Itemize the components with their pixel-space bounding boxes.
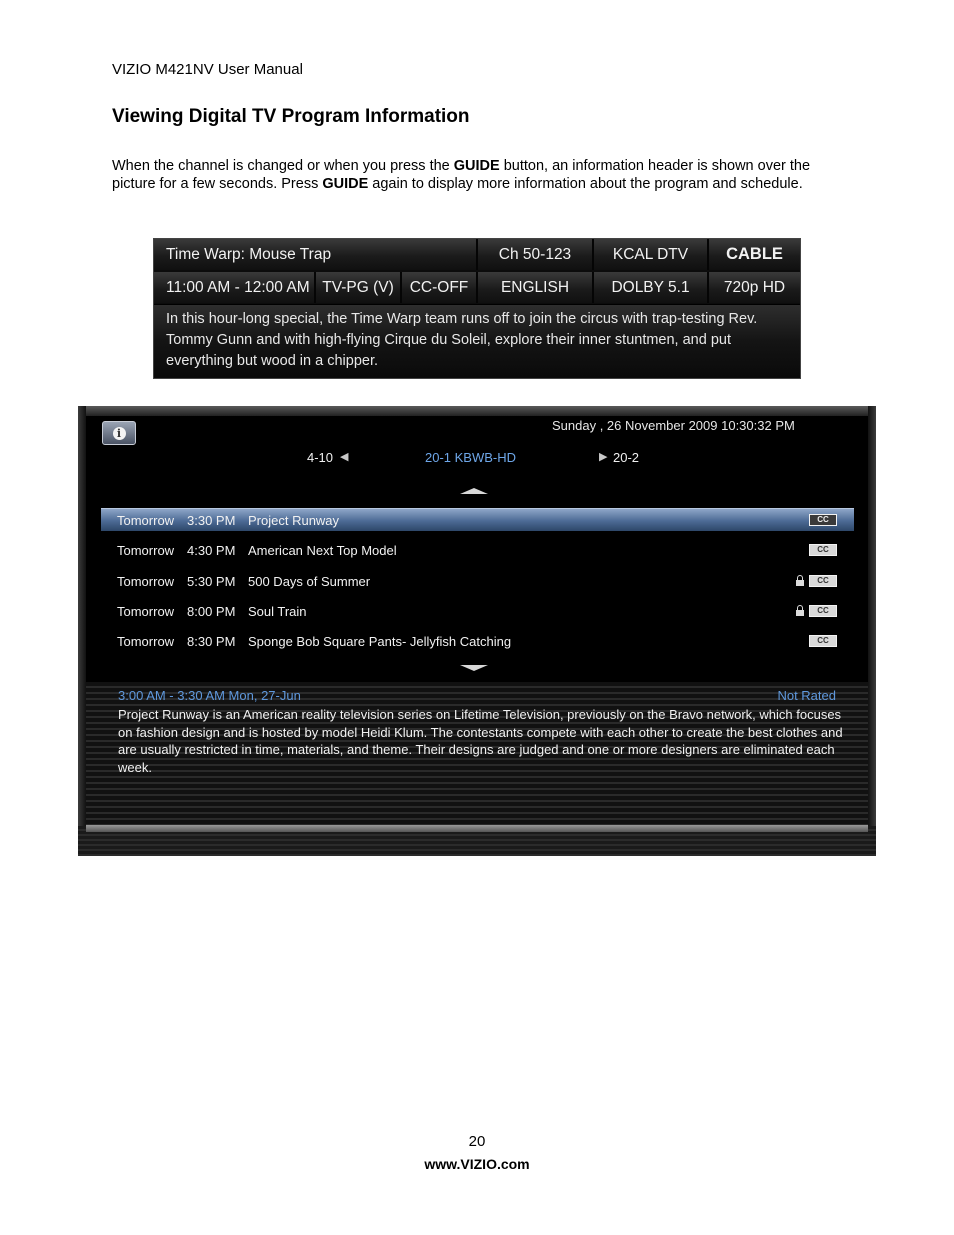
program-time: 3:30 PM [187,513,236,528]
manual-header: VIZIO M421NV User Manual [112,61,303,78]
lock-icon [796,575,804,586]
program-time: 5:30 PM [187,574,236,589]
channel-number: Ch 50-123 [478,239,594,270]
station-name: KCAL DTV [594,239,709,270]
cc-icon: CC [809,605,837,617]
lock-icon [796,605,804,616]
detail-time: 3:00 AM - 3:30 AM Mon, 27-Jun [118,688,301,703]
scroll-up-icon[interactable] [460,488,488,494]
input-source: CABLE [709,239,800,270]
program-title: American Next Top Model [248,543,397,558]
program-rating: TV-PG (V) [316,272,402,303]
program-row[interactable] [101,600,854,622]
website-url: www.VIZIO.com [424,1156,530,1172]
program-row[interactable] [101,508,854,531]
program-description: In this hour-long special, the Time Warp team runs off to join the circus with trap-testing Rev. Tommy Gunn and with high-flying Cirque du Soleil, explore their inner stuntmen, and put everything but wood in a chipper. [154,304,800,378]
caption-status: CC-OFF [402,272,478,303]
previous-channel[interactable]: 4-10 [307,450,334,465]
program-title: Sponge Bob Square Pants- Jellyfish Catching [248,634,512,649]
audio-format: DOLBY 5.1 [594,272,709,303]
program-title: Soul Train [248,604,307,619]
arrow-right-icon[interactable]: ▶ [599,451,608,463]
video-resolution: 720p HD [709,272,800,303]
cc-icon: CC [809,635,837,647]
program-title: 500 Days of Summer [248,574,371,589]
program-row[interactable] [101,630,854,652]
program-day: Tomorrow [117,543,175,558]
program-time: 8:30 PM [187,634,236,649]
scroll-down-icon[interactable] [460,665,488,671]
program-title: Time Warp: Mouse Trap [154,239,478,270]
cc-icon: CC [809,575,837,587]
current-channel: 20-1 KBWB-HD [425,450,517,465]
program-title: Project Runway [248,513,340,528]
program-row[interactable] [101,570,854,592]
guide-frame [868,406,876,856]
next-channel[interactable]: 20-2 [613,450,640,465]
intro-text: button, an information header is shown over the picture for a few seconds. Press [112,158,811,192]
page-number: 20 [468,1133,486,1150]
guide-bottom-bar [86,825,868,832]
info-header-banner [153,238,801,379]
detail-description: Project Runway is an American reality television series on Lifetime Television, previously on the Bravo network, which focuses on fashion design and is hosted by model Heidi Klum. The contestants compete with each other to create the best clothes and are usually restricted in time, materials, and theme. Their designs are judged and one or more designers are eliminated each week. [118,707,843,775]
section-title: Viewing Digital TV Program Information [112,106,470,127]
guide-frame [78,406,86,856]
guide-keyword: GUIDE [453,158,500,174]
program-day: Tomorrow [117,604,175,619]
cc-icon: CC [809,544,837,556]
guide-keyword: GUIDE [322,176,369,192]
program-day: Tomorrow [117,634,175,649]
audio-language: ENGLISH [478,272,594,303]
detail-rating: Not Rated [777,688,836,703]
info-icon[interactable]: i [102,421,136,445]
cc-icon: CC [809,514,837,526]
intro-text: When the channel is changed or when you press the [112,158,454,174]
program-row[interactable] [101,539,854,561]
program-day: Tomorrow [117,574,175,589]
time-range: 11:00 AM - 12:00 AM [154,272,316,303]
arrow-left-icon[interactable]: ◀ [340,451,349,463]
program-time: 8:00 PM [187,604,236,619]
intro-paragraph [112,157,852,193]
guide-frame [78,406,876,416]
guide-datetime: Sunday , 26 November 2009 10:30:32 PM [552,418,795,433]
program-guide [78,406,876,856]
program-day: Tomorrow [117,513,175,528]
program-time: 4:30 PM [187,543,236,558]
intro-text: again to display more information about the program and schedule. [368,176,803,192]
